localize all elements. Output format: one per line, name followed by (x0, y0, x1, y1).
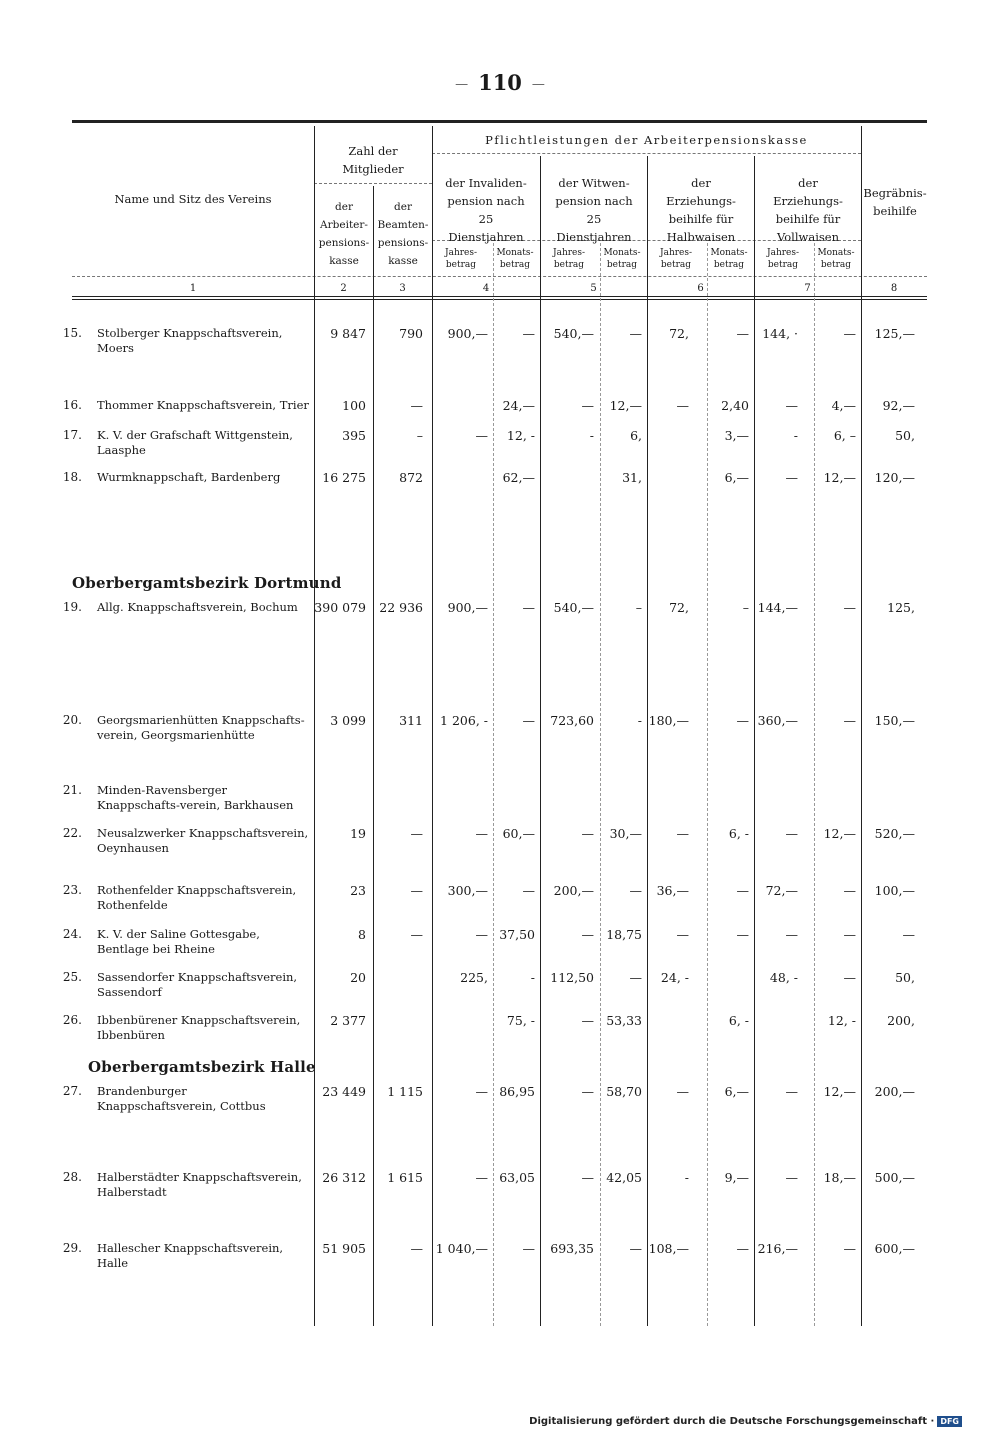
cell-vol-m: 12,— (823, 826, 856, 841)
cell-hal-j: 108,— (648, 1241, 689, 1256)
header-col5: der Witwen-pension nach 25 Dienstjahren (555, 176, 633, 244)
cell-b: — (410, 1241, 423, 1256)
association-name: Wurmknappschaft, Bardenberg (97, 470, 281, 484)
cell-wit-j: 693,35 (550, 1241, 594, 1256)
cell-hal-j: 180,— (648, 713, 689, 728)
cell-b: 311 (399, 713, 423, 728)
cell-wit-m: – (635, 600, 642, 615)
cell-wit-j: — (581, 1013, 594, 1028)
cell-a: 20 (350, 970, 366, 985)
colno-2: 2 (340, 283, 347, 294)
cell-wit-m: — (629, 970, 642, 985)
cell-beg: 50, (895, 428, 915, 443)
cell-vol-j: — (785, 470, 798, 485)
cell-inv-j: — (475, 826, 488, 841)
cell-vol-m: — (843, 970, 856, 985)
cell-vol-j: — (785, 927, 798, 942)
cell-a: 26 312 (322, 1170, 366, 1185)
table-row (0, 428, 1000, 468)
cell-hal-m: — (736, 1241, 749, 1256)
association-name: Allg. Knappschaftsverein, Bochum (97, 600, 298, 614)
sub-annual-5: Jahres-betrag (552, 248, 586, 270)
row-number: 26. (62, 1013, 82, 1027)
cell-hal-m: 3,— (724, 428, 749, 443)
association-name: Sassendorfer Knappschaftsverein, Sassendorf (97, 970, 298, 999)
cell-hal-m: 6, - (728, 826, 749, 841)
cell-a: 9 847 (330, 326, 366, 341)
cell-vol-m: 12, - (827, 1013, 856, 1028)
cell-inv-j: 900,— (447, 600, 488, 615)
cell-wit-j: - (589, 428, 594, 443)
cell-wit-m: — (629, 1241, 642, 1256)
row-number: 15. (62, 326, 82, 340)
cell-inv-m: 37,50 (499, 927, 535, 942)
cell-beg: 200, (887, 1013, 915, 1028)
cell-beg: 125, (887, 600, 915, 615)
row-number: 19. (62, 600, 82, 614)
cell-inv-m: — (522, 600, 535, 615)
sub-monthly-6: Monats-betrag (710, 248, 748, 270)
cell-wit-m: 12,— (609, 398, 642, 413)
cell-beg: 125,— (874, 326, 915, 341)
row-number: 17. (62, 428, 82, 442)
association-name: Stolberger Knappschaftsverein, Moers (97, 326, 283, 355)
sub-monthly-7: Monats-betrag (817, 248, 855, 270)
footer-credit (529, 1416, 962, 1427)
cell-hal-m: — (736, 883, 749, 898)
colno-8: 8 (890, 283, 898, 294)
cell-wit-j: — (581, 826, 594, 841)
cell-a: 19 (350, 826, 366, 841)
dfg-logo: DFG (937, 1416, 962, 1427)
cell-vol-m: 12,— (823, 1084, 856, 1099)
page-number-text: 110 (478, 70, 522, 95)
cell-wit-j: — (581, 398, 594, 413)
cell-b: 22 936 (379, 600, 423, 615)
cell-hal-m: — (736, 927, 749, 942)
header-col4: der Invaliden-pension nach 25 Dienstjahren (445, 176, 527, 244)
cell-a: 2 377 (330, 1013, 366, 1028)
cell-wit-j: 540,— (553, 600, 594, 615)
cell-hal-j: 36,— (656, 883, 689, 898)
cell-beg: — (902, 927, 915, 942)
cell-vol-m: 18,— (823, 1170, 856, 1185)
row-number: 25. (62, 970, 82, 984)
colno-6: 6 (697, 283, 704, 294)
table-row (0, 470, 1000, 510)
sub-monthly-4: Monats-betrag (496, 248, 534, 270)
cell-a: 3 099 (330, 713, 366, 728)
cell-vol-j: — (785, 1084, 798, 1099)
cell-inv-m: — (522, 326, 535, 341)
cell-hal-j: 72, (669, 600, 689, 615)
row-number: 23. (62, 883, 82, 897)
cell-beg: 150,— (874, 713, 915, 728)
cell-wit-m: 31, (622, 470, 642, 485)
cell-wit-j: 200,— (553, 883, 594, 898)
cell-wit-j: 540,— (553, 326, 594, 341)
cell-vol-m: — (843, 326, 856, 341)
header-col6: der Erziehungs-beihilfe für Halbwaisen (666, 176, 736, 244)
cell-wit-m: — (629, 326, 642, 341)
cell-b: — (410, 398, 423, 413)
cell-b: – (416, 428, 423, 443)
row-number: 24. (62, 927, 82, 941)
header-bottom-rule-2 (72, 299, 927, 300)
cell-hal-m: 6,— (724, 470, 749, 485)
page-number: — 110 — (455, 70, 545, 95)
cell-hal-m: 2,40 (721, 398, 749, 413)
cell-inv-m: 24,— (502, 398, 535, 413)
table-row (0, 600, 1000, 640)
association-name: K. V. der Grafschaft Wittgenstein, Laasphe (97, 428, 293, 457)
cell-inv-j: 300,— (447, 883, 488, 898)
cell-hal-m: 6, - (728, 1013, 749, 1028)
cell-hal-j: — (676, 1084, 689, 1099)
cell-b: — (410, 826, 423, 841)
cell-vol-j: 144,— (757, 600, 798, 615)
cell-inv-j: 1 206, - (440, 713, 488, 728)
cell-inv-m: — (522, 1241, 535, 1256)
cell-inv-m: 86,95 (499, 1084, 535, 1099)
cell-b: — (410, 927, 423, 942)
cell-hal-j: 24, - (660, 970, 689, 985)
cell-inv-j: 1 040,— (435, 1241, 488, 1256)
cell-vol-m: — (843, 600, 856, 615)
cell-wit-m: - (637, 713, 642, 728)
table-row (0, 326, 1000, 366)
cell-vol-j: 72,— (765, 883, 798, 898)
cell-wit-m: 58,70 (606, 1084, 642, 1099)
cell-inv-m: 75, - (506, 1013, 535, 1028)
cell-beg: 500,— (874, 1170, 915, 1185)
cell-a: 395 (342, 428, 366, 443)
colno-3: 3 (399, 283, 406, 294)
association-name: Brandenburger Knappschaftsverein, Cottbus (97, 1084, 266, 1113)
table-row (0, 826, 1000, 866)
footer-text: Digitalisierung gefördert durch die Deutsche Forschungsgemeinschaft · (529, 1416, 935, 1427)
table-row (0, 713, 1000, 753)
cell-vol-m: — (843, 927, 856, 942)
table-row (0, 1241, 1000, 1281)
cell-b: — (410, 883, 423, 898)
cell-inv-j: — (475, 1084, 488, 1099)
cell-wit-m: 53,33 (606, 1013, 642, 1028)
header-col1: Name und Sitz des Vereins (114, 192, 272, 206)
cell-inv-j: 225, (460, 970, 488, 985)
cell-hal-m: 9,— (724, 1170, 749, 1185)
cell-vol-j: — (785, 1170, 798, 1185)
cell-a: 8 (358, 927, 366, 942)
association-name: Ibbenbürener Knappschaftsverein, Ibbenbüren (97, 1013, 301, 1042)
association-name: Georgsmarienhütten Knappschafts-verein, Georgsmarienhütte (97, 713, 305, 742)
table-row (0, 883, 1000, 923)
cell-b: 1 115 (387, 1084, 423, 1099)
cell-vol-m: 4,— (831, 398, 856, 413)
cell-inv-m: 62,— (502, 470, 535, 485)
sub-annual-6: Jahres-betrag (659, 248, 693, 270)
cell-inv-j: 900,— (447, 326, 488, 341)
sub-monthly-5: Monats-betrag (603, 248, 641, 270)
row-number: 18. (62, 470, 82, 484)
cell-vol-j: 216,— (757, 1241, 798, 1256)
cell-beg: 520,— (874, 826, 915, 841)
cell-hal-m: 6,— (724, 1084, 749, 1099)
cell-a: 23 449 (322, 1084, 366, 1099)
cell-inv-m: — (522, 713, 535, 728)
row-number: 28. (62, 1170, 82, 1184)
cell-wit-m: 30,— (609, 826, 642, 841)
cell-wit-j: — (581, 927, 594, 942)
cell-hal-m: — (736, 326, 749, 341)
table-row (0, 783, 1000, 823)
cell-wit-j: 723,60 (550, 713, 594, 728)
cell-vol-j: — (785, 826, 798, 841)
sub-annual-7: Jahres-betrag (766, 248, 800, 270)
association-name: Hallescher Knappschaftsverein, Halle (97, 1241, 284, 1270)
cell-vol-m: — (843, 883, 856, 898)
cell-vol-j: 144, · (762, 326, 798, 341)
cell-inv-m: 12, - (506, 428, 535, 443)
cell-beg: 92,— (882, 398, 915, 413)
district-heading-dortmund: Oberbergamtsbezirk Dortmund (72, 574, 342, 592)
cell-wit-m: 42,05 (606, 1170, 642, 1185)
cell-a: 100 (342, 398, 366, 413)
cell-wit-j: — (581, 1170, 594, 1185)
header-members-group: Zahl der Mitglieder (342, 144, 404, 176)
district-heading-halle: Oberbergamtsbezirk Halle (88, 1058, 316, 1076)
sub-annual-4: Jahres-betrag (444, 248, 478, 270)
row-number: 16. (62, 398, 82, 412)
cell-inv-j: — (475, 1170, 488, 1185)
duties-group-rule (432, 153, 861, 154)
cell-beg: 600,— (874, 1241, 915, 1256)
cell-vol-m: — (843, 713, 856, 728)
row-number: 29. (62, 1241, 82, 1255)
cell-vol-j: - (793, 428, 798, 443)
table-top-rule (72, 120, 927, 123)
cell-hal-m: — (736, 713, 749, 728)
table-row (0, 1170, 1000, 1210)
cell-a: 390 079 (314, 600, 366, 615)
cell-b: 872 (399, 470, 423, 485)
association-name: Thommer Knappschaftsverein, Trier (97, 398, 309, 412)
members-group-rule (314, 183, 432, 184)
cell-hal-j: — (676, 927, 689, 942)
table-row (0, 970, 1000, 1010)
cell-inv-j: — (475, 927, 488, 942)
row-number: 27. (62, 1084, 82, 1098)
cell-wit-j: — (581, 1084, 594, 1099)
cell-inv-m: 60,— (502, 826, 535, 841)
cell-beg: 100,— (874, 883, 915, 898)
cell-hal-j: 72, (669, 326, 689, 341)
cell-a: 16 275 (322, 470, 366, 485)
cell-inv-m: - (530, 970, 535, 985)
cell-inv-j: — (475, 428, 488, 443)
cell-vol-m: 12,— (823, 470, 856, 485)
association-name: Neusalzwerker Knappschaftsverein, Oeynhausen (97, 826, 309, 855)
association-name: Rothenfelder Knappschaftsverein, Rothenfelde (97, 883, 297, 912)
cell-wit-j: 112,50 (550, 970, 594, 985)
cell-vol-m: — (843, 1241, 856, 1256)
row-number: 21. (62, 783, 82, 797)
header-duties-group: Pflichtleistungen der Arbeiterpensionskasse (485, 133, 808, 147)
association-name: Minden-Ravensberger Knappschafts-verein, Barkhausen (97, 783, 294, 812)
table-row (0, 1013, 1000, 1053)
cell-hal-j: — (676, 398, 689, 413)
colno-7: 7 (804, 283, 811, 294)
cell-a: 23 (350, 883, 366, 898)
cell-hal-j: — (676, 826, 689, 841)
cell-vol-j: — (785, 398, 798, 413)
cell-wit-m: 18,75 (606, 927, 642, 942)
cell-b: 1 615 (387, 1170, 423, 1185)
header-col3: der Beamten-pensions-kasse (377, 201, 429, 267)
cell-wit-m: 6, (630, 428, 642, 443)
row-number: 22. (62, 826, 82, 840)
cell-b: 790 (399, 326, 423, 341)
table-row (0, 1084, 1000, 1124)
cell-vol-j: 48, - (769, 970, 798, 985)
cell-hal-j: - (684, 1170, 689, 1185)
colno-4: 4 (482, 283, 490, 294)
header-col2: der Arbeiter-pensions-kasse (318, 201, 370, 267)
cell-inv-m: 63,05 (499, 1170, 535, 1185)
cell-a: 51 905 (322, 1241, 366, 1256)
colno-1: 1 (189, 283, 197, 294)
header-col7: der Erziehungs-beihilfe für Vollwaisen (773, 176, 843, 244)
header-col8: Begräbnis-beihilfe (863, 186, 927, 218)
colno-5: 5 (590, 283, 597, 294)
cell-beg: 200,— (874, 1084, 915, 1099)
colno-rule (72, 276, 927, 277)
row-number: 20. (62, 713, 82, 727)
cell-beg: 50, (895, 970, 915, 985)
header-bottom-rule (72, 296, 927, 297)
cell-vol-j: 360,— (757, 713, 798, 728)
cell-beg: 120,— (874, 470, 915, 485)
association-name: Halberstädter Knappschaftsverein, Halberstadt (97, 1170, 302, 1199)
cell-wit-m: — (629, 883, 642, 898)
cell-inv-m: — (522, 883, 535, 898)
cell-vol-m: 6, – (833, 428, 856, 443)
cell-hal-m: – (742, 600, 749, 615)
association-name: K. V. der Saline Gottesgabe, Bentlage bei Rheine (97, 927, 260, 956)
table-row (0, 927, 1000, 967)
